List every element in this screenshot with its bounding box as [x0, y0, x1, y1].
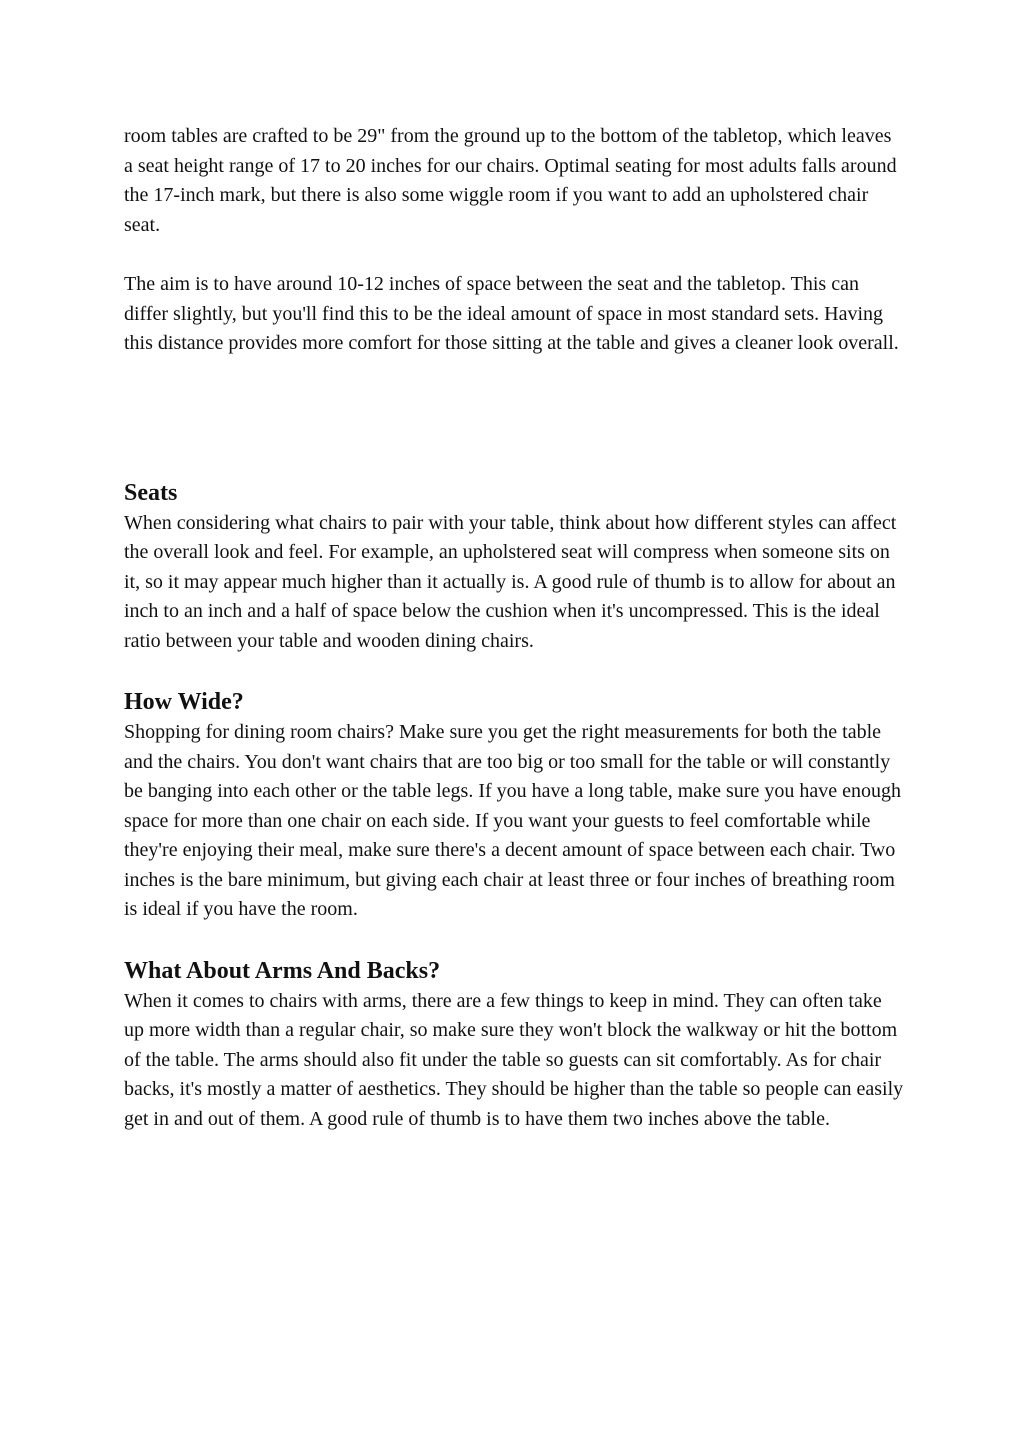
- intro-paragraph-2: The aim is to have around 10-12 inches of space between the seat and the tabletop. This can differ slightly, but you'll find this to be the ideal amount of space in most standard sets. Having this distance provides more comfort for those sitting at the table and gives a cleaner look overall.: [124, 273, 899, 354]
- how-wide-heading: How Wide?: [124, 689, 244, 715]
- intro-paragraph-1: room tables are crafted to be 29" from the ground up to the bottom of the tabletop, which leaves a seat height range of 17 to 20 inches for our chairs. Optimal seating for most adults falls around the 17-inch mark, but there is also some wiggle room if you want to add an upholstered chair seat.: [124, 125, 897, 236]
- how-wide-paragraph: Shopping for dining room chairs? Make sure you get the right measurements for both the table and the chairs. You don't want chairs that are too big or too small for the table or will constantly be banging into each other or the table legs. If you have a long table, make sure you have enough space for more than one chair on each side. If you want your guests to feel comfortable while they're enjoying their meal, make sure there's a decent amount of space between each chair. Two inches is the bare minimum, but giving each chair at least three or four inches of breathing room is ideal if you have the room.: [124, 721, 901, 920]
- seats-heading: Seats: [124, 479, 178, 506]
- paragraph-spacer: [124, 925, 904, 955]
- paragraph-spacer: [124, 656, 904, 686]
- arms-backs-paragraph: When it comes to chairs with arms, there are a few things to keep in mind. They can often take up more width than a regular chair, so make sure they won't block the walkway or hit the bottom of the table. The arms should also fit under the table so guests can sit comfortably. As for chair backs, it's mostly a matter of aesthetics. They should be higher than the table so people can easily get in and out of them. A good rule of thumb is to have them two inches above the table.: [124, 989, 904, 1130]
- paragraph-spacer: [124, 240, 904, 270]
- seats-paragraph: When considering what chairs to pair with your table, think about how different styles can affect the overall look and feel. For example, an upholstered seat will compress when someone sits on it, so it may appear much higher than it actually is. A good rule of thumb is to allow for about an inch to an inch and a half of space below the cushion when it's uncompressed. This is the ideal ratio between your table and wooden dining chairs.: [124, 511, 897, 652]
- arms-backs-heading: What About Arms And Backs?: [124, 957, 441, 984]
- section-spacer: [124, 359, 904, 477]
- document-page: [124, 122, 904, 1134]
